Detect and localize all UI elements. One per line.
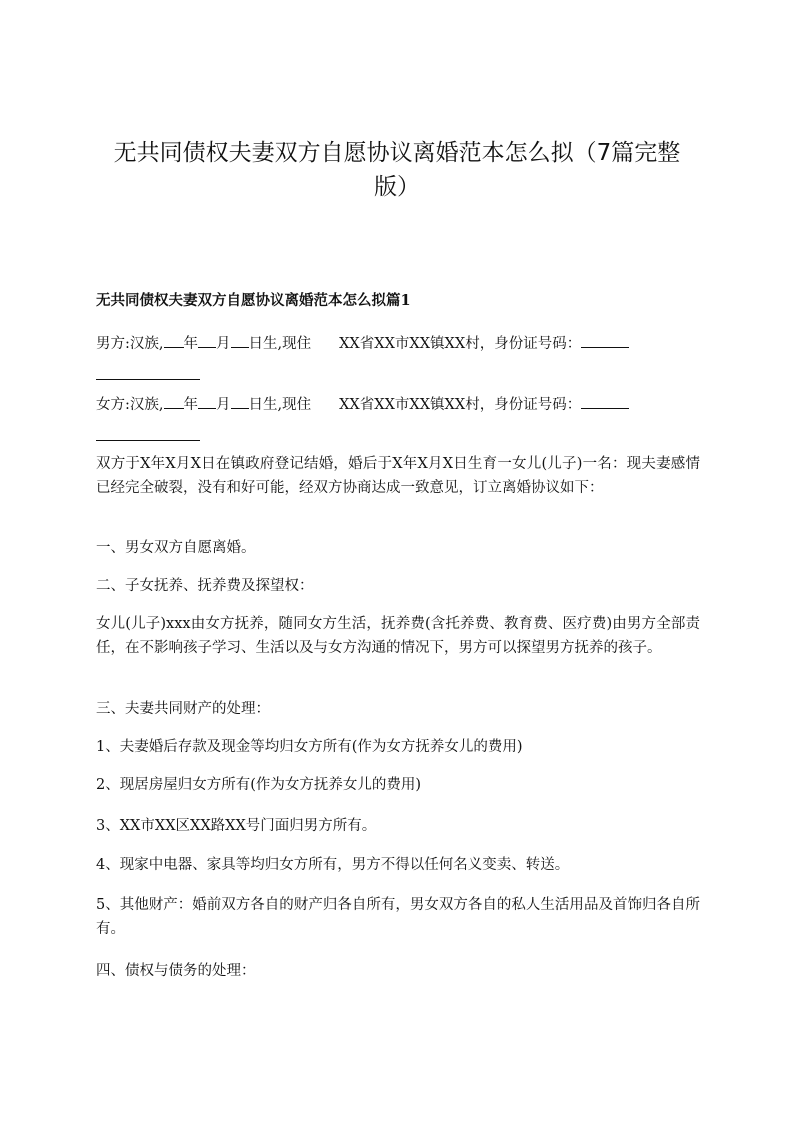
clause-1: 一、男女双方自愿离婚。	[96, 540, 256, 556]
clause-3: 三、夫妻共同财产的处理：	[96, 701, 270, 717]
clause-2: 二、子女抚养、抚养费及探望权：	[96, 578, 314, 594]
blank-line	[198, 333, 216, 348]
blank-line	[164, 394, 184, 409]
child-custody-paragraph: 女儿(儿子)xxx由女方抚养，随同女方生活，抚养费(含托养费、教育费、医疗费)由男方全部责任，在不影响孩子学习、生活以及与女方沟通的情况下，男方可以探望男方抚养的孩子。	[96, 616, 700, 656]
id-number-blank	[581, 394, 629, 409]
property-item-5: 5、其他财产：婚前双方各自的财产归各自所有，男女双方各自的私人生活用品及首饰归各自所有。	[96, 897, 700, 937]
male-party-info: 男方:汉族, 年 月 日生,现住 XX省XX市XX镇XX村，身份证号码：	[96, 328, 700, 392]
title-line-1: 无共同债权夫妻双方自愿协议离婚范本怎么拟（7篇完整	[113, 140, 681, 166]
property-item-1: 1、夫妻婚后存款及现金等均归女方所有(作为女方抚养女儿的费用)	[96, 739, 523, 755]
id-number-blank	[581, 333, 629, 348]
document-title	[96, 136, 698, 204]
property-item-3: 3、XX市XX区XX路XX号门面归男方所有。	[96, 818, 377, 834]
female-party-info: 女方:汉族, 年 月 日生,现住 XX省XX市XX镇XX村，身份证号码：	[96, 389, 700, 453]
blank-line	[231, 394, 249, 409]
blank-line	[198, 394, 216, 409]
blank-line	[231, 333, 249, 348]
id-number-blank-continued	[96, 426, 200, 441]
clause-4: 四、债权与债务的处理：	[96, 963, 256, 979]
id-number-blank-continued	[96, 365, 200, 380]
title-line-2: 版）	[374, 174, 420, 200]
intro-paragraph: 双方于X年X月X日在镇政府登记结婚，婚后于X年X月X日生育一女儿(儿子)一名：现夫妻感情已经完全破裂，没有和好可能，经双方协商达成一致意见，订立离婚协议如下：	[96, 456, 700, 496]
section-heading: 无共同债权夫妻双方自愿协议离婚范本怎么拟篇1	[96, 292, 411, 309]
property-item-4: 4、现家中电器、家具等均归女方所有，男方不得以任何名义变卖、转送。	[96, 857, 570, 873]
blank-line	[164, 333, 184, 348]
property-item-2: 2、现居房屋归女方所有(作为女方抚养女儿的费用)	[96, 777, 422, 793]
